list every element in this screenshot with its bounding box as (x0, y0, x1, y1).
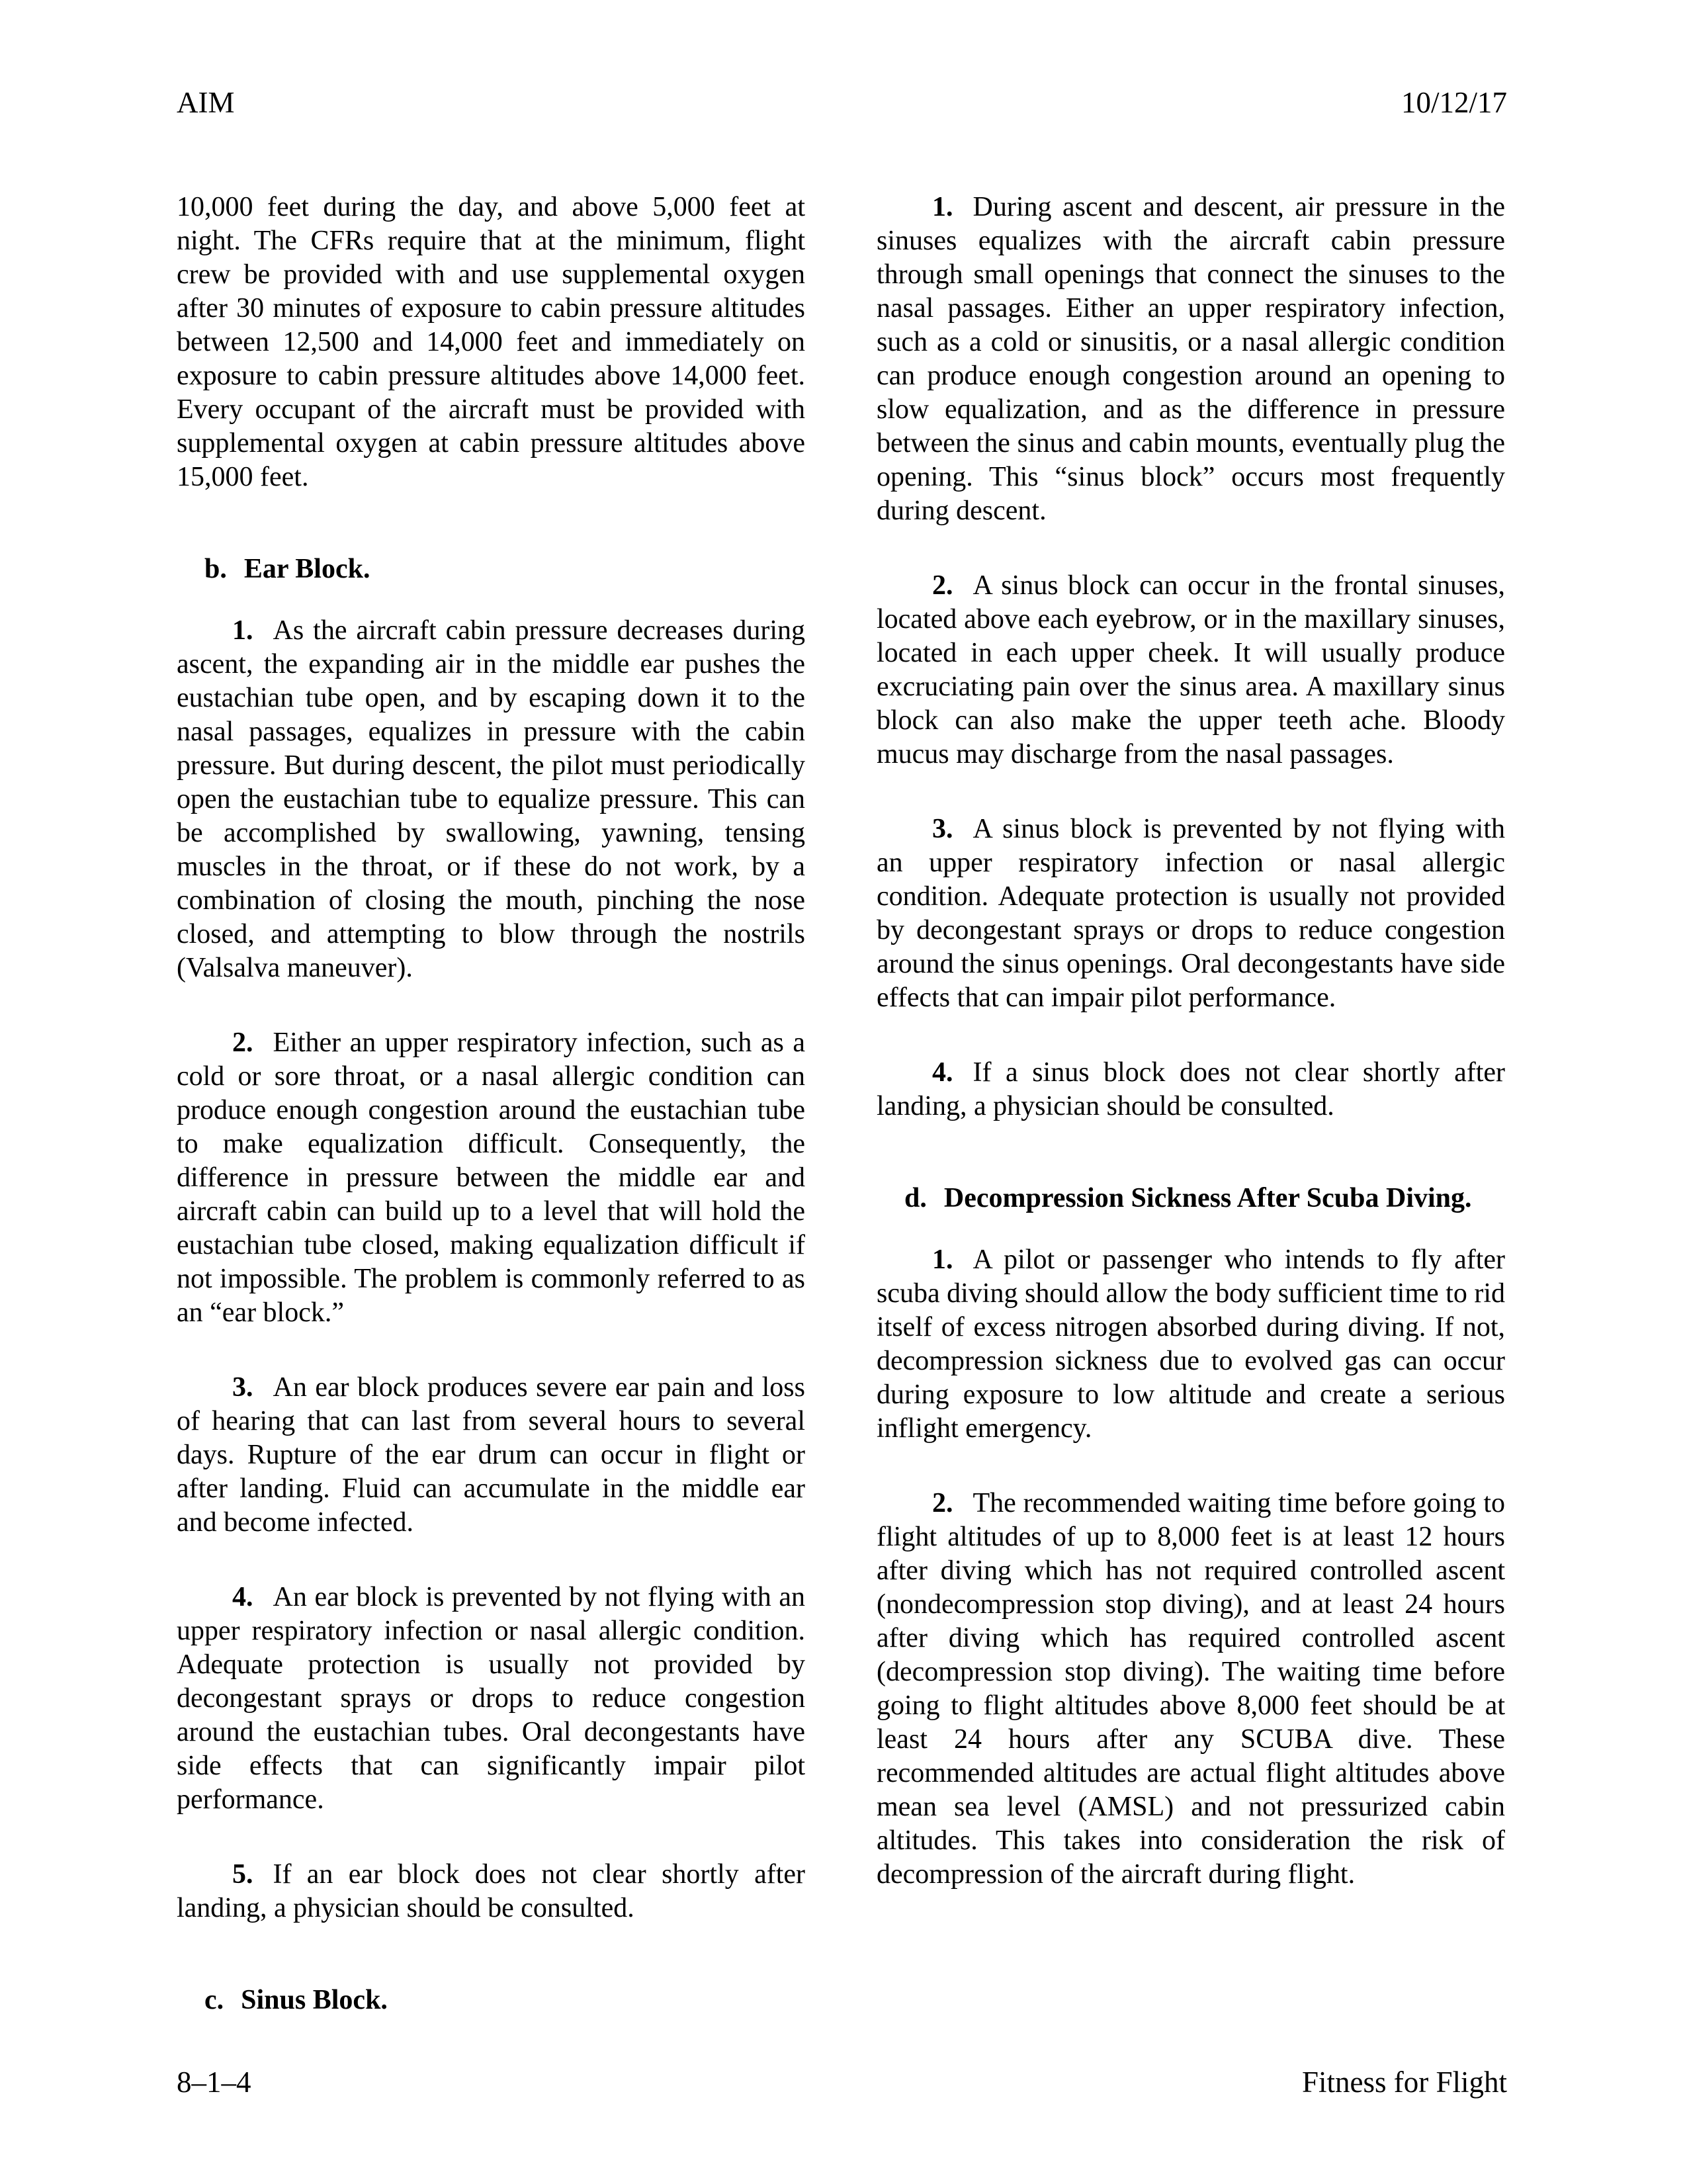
left-column (177, 191, 805, 2017)
numbered-paragraph (877, 569, 1505, 771)
paragraph-text: 10,000 feet during the day, and above 5,000 feet at night. The CFRs require that at the minimum, flight crew be provided with and use supplemental oxygen after 30 minutes of exposure to cabin pressure altitudes between 12,500 and 14,000 feet and immediately on exposure to cabin pressure altitudes above 14,000 feet. Every occupant of the aircraft must be provided with supplemental oxygen at cabin pressure altitudes above 15,000 feet. (177, 192, 805, 492)
paragraph-number: 2. (932, 570, 953, 601)
heading-title: Sinus Block. (241, 1985, 388, 2015)
paragraph-number: 3. (232, 1372, 253, 1403)
paragraph-text: A sinus block can occur in the frontal sinuses, located above each eyebrow, or in the maxillary sinuses, located in each upper cheek. It will usually produce excruciating pain over the sinus area. A maxillary sinus block can also make the upper teeth ache. Bloody mucus may discharge from the nasal passages. (877, 570, 1505, 769)
numbered-paragraph (177, 1371, 805, 1540)
paragraph-text: During ascent and descent, air pressure in the sinuses equalizes with the aircraft cabin pressure through small openings that connect the sinuses to the nasal passages. Either an upper respiratory infection, such as a cold or sinusitis, or a nasal allergic condition can produce enough congestion around an opening to slow equalization, and as the difference in pressure between the sinus and cabin mounts, eventually plug the opening. This “sinus block” occurs most frequently during descent. (877, 192, 1505, 526)
paragraph-number: 4. (232, 1582, 253, 1612)
chapter-section-title: Fitness for Flight (1301, 2066, 1507, 2099)
section-heading-decompression-sickness (877, 1182, 1505, 1215)
page-header (177, 85, 1507, 120)
paragraph-number: 2. (932, 1488, 953, 1518)
paragraph-text: Either an upper respiratory infection, such as a cold or sore throat, or a nasal allergic condition can produce enough congestion around the eustachian tube to make equalization difficult. Consequently, the difference in pressure between the middle ear and aircraft cabin can build up to a level that will hold the eustachian tube closed, making equalization difficult if not impossible. The problem is commonly referred to as an “ear block.” (177, 1027, 805, 1328)
heading-label: b. (204, 554, 227, 584)
section-heading-ear-block (177, 552, 805, 586)
paragraph-text: An ear block is prevented by not flying with an upper respiratory infection or nasal allergic condition. Adequate protection is usually not provided by decongestant sprays or drops to reduce congestion around the eustachian tubes. Oral decongestants have side effects that can significantly impair pilot performance. (177, 1582, 805, 1815)
numbered-paragraph (877, 1056, 1505, 1123)
section-heading-sinus-block (177, 1984, 805, 2017)
numbered-paragraph (177, 614, 805, 985)
page-number: 8–1–4 (177, 2066, 251, 2099)
paragraph-number: 1. (932, 1245, 953, 1275)
paragraph-text: An ear block produces severe ear pain and loss of hearing that can last from several hours to several days. Rupture of the ear drum can occur in flight or after landing. Fluid can accumulate in the middle ear and become infected. (177, 1372, 805, 1538)
paragraph-number: 2. (232, 1027, 253, 1058)
paragraph-text: A pilot or passenger who intends to fly after scuba diving should allow the body sufficient time to rid itself of excess nitrogen absorbed during diving. If not, decompression sickness due to evolved gas can occur during exposure to low altitude and create a serious inflight emergency. (877, 1245, 1505, 1444)
paragraph-number: 3. (932, 814, 953, 844)
manual-title: AIM (177, 86, 235, 119)
paragraph-text: If an ear block does not clear shortly after landing, a physician should be consulted. (177, 1859, 805, 1923)
page-body (177, 191, 1508, 2017)
revision-date: 10/12/17 (1401, 86, 1507, 119)
paragraph-continuation (177, 191, 805, 494)
heading-label: d. (904, 1183, 927, 1213)
heading-title: Ear Block. (243, 554, 370, 584)
paragraph-text: A sinus block is prevented by not flying with an upper respiratory infection or nasal allergic condition. Adequate protection is usually not provided by decongestant sprays or drops to reduce congestion around the sinus openings. Oral decongestants have side effects that can impair pilot performance. (877, 814, 1505, 1013)
numbered-paragraph (177, 1581, 805, 1817)
paragraph-number: 5. (232, 1859, 253, 1890)
numbered-paragraph (877, 1487, 1505, 1892)
numbered-paragraph (877, 812, 1505, 1015)
paragraph-number: 4. (932, 1057, 953, 1088)
paragraph-number: 1. (232, 615, 253, 646)
paragraph-text: The recommended waiting time before going to flight altitudes of up to 8,000 feet is at least 12 hours after diving which has not required controlled ascent (nondecompression stop diving), and at least 24 hours after diving which has required controlled ascent (decompression stop diving). The waiting time before going to flight altitudes above 8,000 feet should be at least 24 hours after any SCUBA dive. These recommended altitudes are actual flight altitudes above mean sea level (AMSL) and not pressurized cabin altitudes. This takes into consideration the risk of decompression of the aircraft during flight. (877, 1488, 1505, 1890)
heading-title: Decompression Sickness After Scuba Diving. (943, 1183, 1472, 1213)
numbered-paragraph (877, 191, 1505, 528)
numbered-paragraph (877, 1243, 1505, 1446)
page-footer (177, 2064, 1507, 2100)
right-column (877, 191, 1505, 2017)
paragraph-text: If a sinus block does not clear shortly after landing, a physician should be consulted. (877, 1057, 1505, 1121)
numbered-paragraph (177, 1026, 805, 1330)
heading-label: c. (204, 1985, 224, 2015)
numbered-paragraph (177, 1858, 805, 1925)
paragraph-text: As the aircraft cabin pressure decreases during ascent, the expanding air in the middle ear pushes the eustachian tube open, and by escaping down it to the nasal passages, equalizes in pressure with the cabin pressure. But during descent, the pilot must periodically open the eustachian tube to equalize pressure. This can be accomplished by swallowing, yawning, tensing muscles in the throat, or if these do not work, by a combination of closing the mouth, pinching the nose closed, and attempting to blow through the nostrils (Valsalva maneuver). (177, 615, 805, 983)
paragraph-number: 1. (932, 192, 953, 222)
